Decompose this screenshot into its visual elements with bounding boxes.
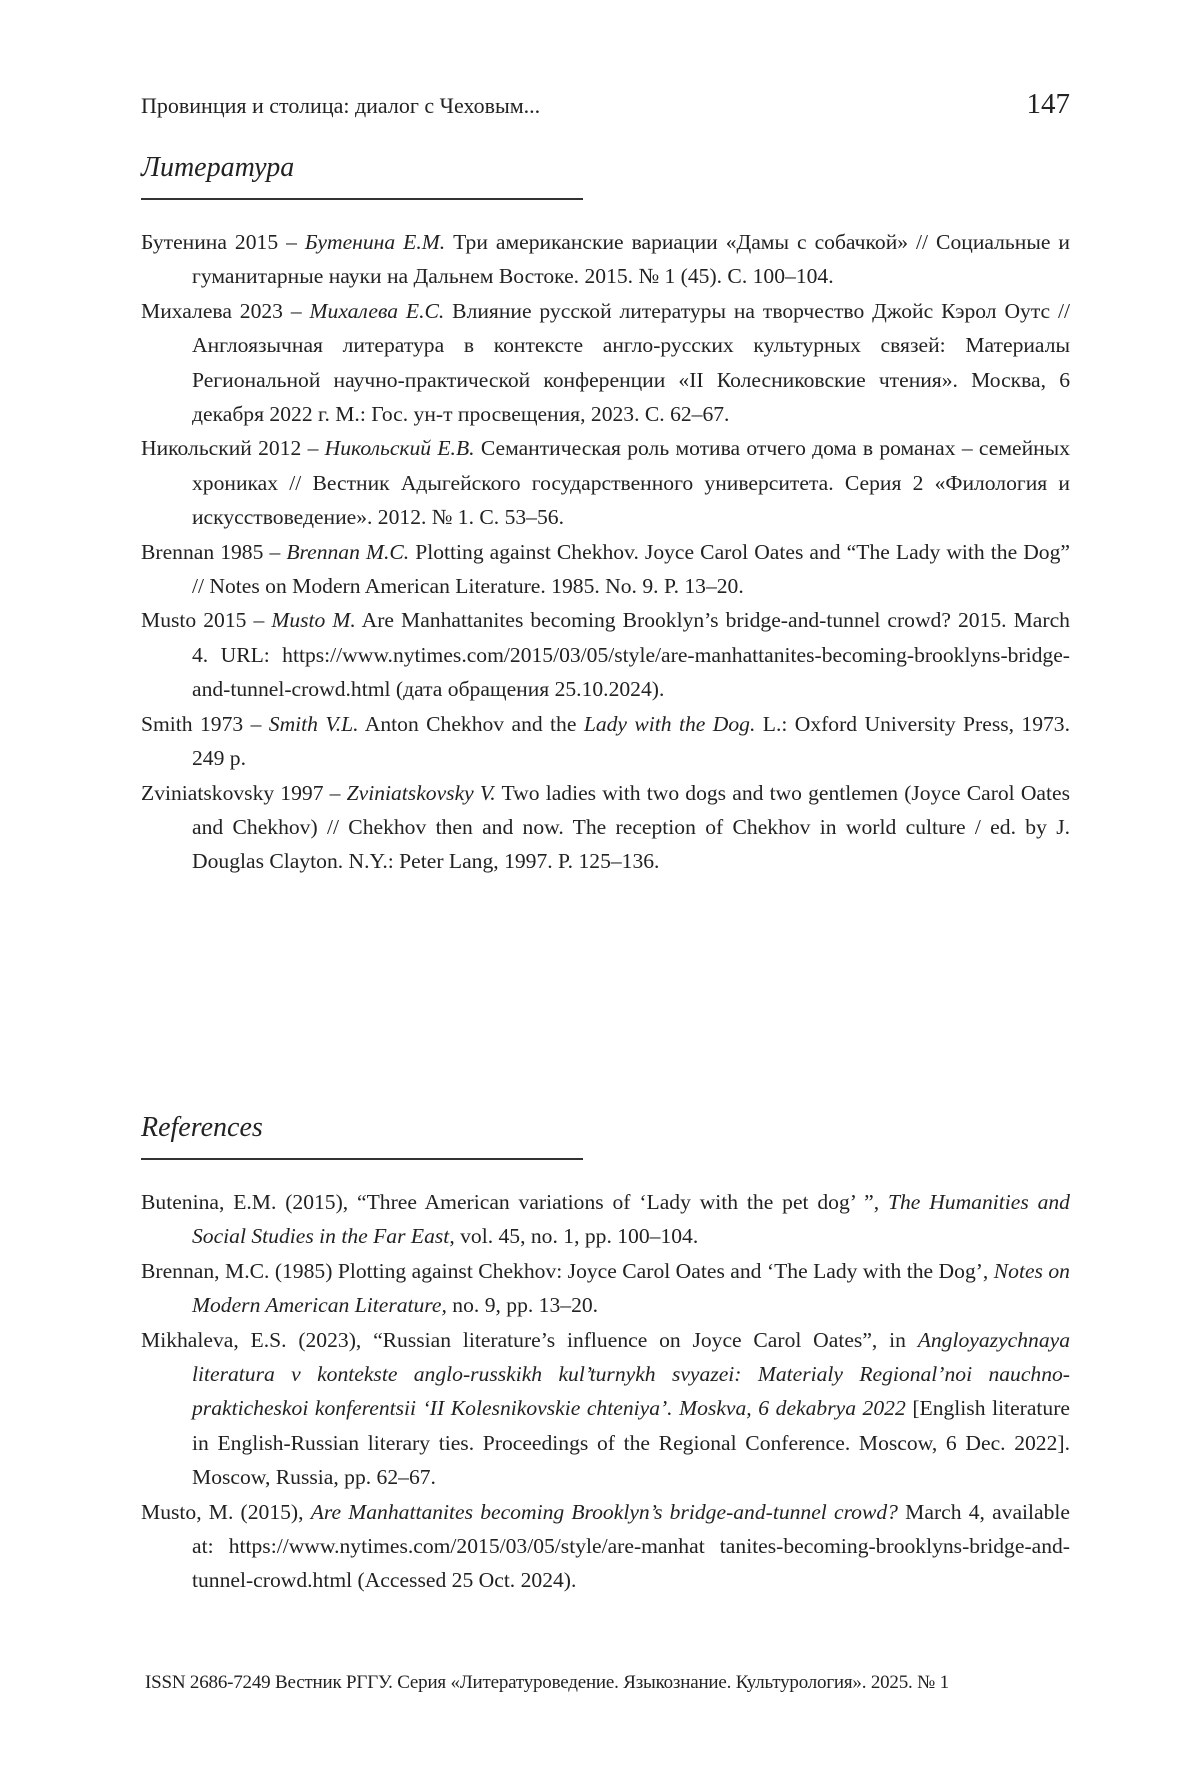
bibliography-entry [141, 535, 1070, 604]
entry-italic-text: Brennan M.C. [286, 540, 409, 564]
bibliography-entry [141, 225, 1070, 294]
entry-text: March 4, available at: https://www.nytimes.com/2015/03/05/style/are-manhat tanites-becoming-brooklyns-bridge-and-tunnel-crowd.html (Accessed 25 Oct. 2024). [192, 1500, 1070, 1593]
entry-text: Влияние русской литературы на творчество Джойс Кэрол Оутс // Англоязычная литература в контексте англо-русских культурных связей: Материалы Региональной научно-практической конференции «II Колесниковские чтения». Москва, 6 декабря 2022 г. М.: Гос. ун-т просвещения, 2023. С. 62–67. [192, 299, 1070, 426]
entry-text: , vol. 45, no. 1, pp. 100–104. [449, 1224, 698, 1248]
bibliography-entry [141, 603, 1070, 706]
entry-text: Бутенина 2015 – [141, 230, 305, 254]
entry-text: L.: Oxford University Press, 1973. 249 p. [192, 712, 1070, 770]
section-title-references: References [141, 1112, 263, 1144]
literatura-list [141, 225, 1070, 879]
bibliography-entry [141, 1254, 1070, 1323]
entry-text: Anton Chekhov and the [359, 712, 584, 736]
bibliography-entry [141, 776, 1070, 879]
entry-text: Two ladies with two dogs and two gentlemen (Joyce Carol Oates and Chekhov) // Chekhov then and now. The reception of Chekhov in world culture / ed. by J. Douglas Clayton. N.Y.: Peter Lang, 1997. P. 125–136. [192, 781, 1070, 874]
entry-text: Brennan, M.C. (1985) Plotting against Chekhov: Joyce Carol Oates and ‘The Lady with the Dog’, [141, 1259, 994, 1283]
entry-text: [English literature in English-Russian literary ties. Proceedings of the Regional Conference. Moscow, 6 Dec. 2022]. Moscow, Russia, pp. 62–67. [192, 1396, 1070, 1489]
entry-italic-text: Никольский Е.В. [325, 436, 475, 460]
entry-text: Musto 2015 – [141, 608, 271, 632]
entry-text: Musto, M. (2015), [141, 1500, 311, 1524]
bibliography-entry [141, 294, 1070, 432]
entry-text: Butenina, E.M. (2015), “Three American variations of ‘Lady with the pet dog’ ”, [141, 1190, 888, 1214]
references-list [141, 1185, 1070, 1598]
section-title-literatura: Литература [141, 152, 294, 184]
entry-italic-text: Zviniatskovsky V. [347, 781, 496, 805]
entry-italic-text: Musto M. [271, 608, 355, 632]
entry-text: Михалева 2023 – [141, 299, 310, 323]
entry-italic-text: Are Manhattanites becoming Brooklyn’s bridge-and-tunnel crowd? [311, 1500, 898, 1524]
entry-text: Plotting against Chekhov. Joyce Carol Oates and “The Lady with the Dog” // Notes on Modern American Literature. 1985. No. 9. P. 13–20. [192, 540, 1070, 598]
entry-italic-text: Notes on Modern American Literature, [192, 1259, 1070, 1317]
bibliography-entry [141, 1323, 1070, 1495]
page-number: 147 [1027, 88, 1071, 121]
entry-text: Mikhaleva, E.S. (2023), “Russian literature’s influence on Joyce Carol Oates”, in [141, 1328, 918, 1352]
entry-text: Brennan 1985 – [141, 540, 286, 564]
entry-italic-text: Lady with the Dog. [584, 712, 756, 736]
entry-text: Три американские вариации «Дамы с собачкой» // Социальные и гуманитарные науки на Дальнем Востоке. 2015. № 1 (45). С. 100–104. [192, 230, 1070, 288]
entry-italic-text: Бутенина Е.М. [305, 230, 445, 254]
page-footer: ISSN 2686-7249 Вестник РГГУ. Серия «Литературоведение. Языкознание. Культурология». 2025. № 1 [145, 1672, 949, 1694]
entry-text: Smith 1973 – [141, 712, 269, 736]
running-title: Провинция и столица: диалог с Чеховым... [141, 93, 540, 119]
entry-italic-text: Angloyazychnaya literatura v kontekste anglo-russkikh kul’turnykh svyazei: Materialy Regional’noi nauchno-prakticheskoi konferentsii ‘II Kolesnikovskie chteniya’. Moskva, 6 dekabrya 2022 [192, 1328, 1070, 1421]
bibliography-entry [141, 1495, 1070, 1598]
entry-italic-text: Михалева Е.С. [310, 299, 445, 323]
section-rule [141, 198, 583, 200]
section-rule [141, 1158, 583, 1160]
running-header [141, 88, 1070, 121]
entry-text: Are Manhattanites becoming Brooklyn’s bridge-and-tunnel crowd? 2015. March 4. URL: https://www.nytimes.com/2015/03/05/style/are-manhattanites-becoming-brooklyns-bridge-and-tunnel-crowd.html (дата обращения 25.10.2024). [192, 608, 1070, 701]
entry-text: Семантическая роль мотива отчего дома в романах – семейных хрониках // Вестник Адыгейского государственного университета. Серия 2 «Филология и искусствоведение». 2012. № 1. С. 53–56. [192, 436, 1070, 529]
bibliography-entry [141, 707, 1070, 776]
entry-text: no. 9, pp. 13–20. [447, 1293, 598, 1317]
bibliography-entry [141, 431, 1070, 534]
entry-text: Zviniatskovsky 1997 – [141, 781, 347, 805]
bibliography-entry [141, 1185, 1070, 1254]
entry-italic-text: The Humanities and Social Studies in the Far East [192, 1190, 1070, 1248]
entry-text: Никольский 2012 – [141, 436, 325, 460]
entry-italic-text: Smith V.L. [269, 712, 359, 736]
